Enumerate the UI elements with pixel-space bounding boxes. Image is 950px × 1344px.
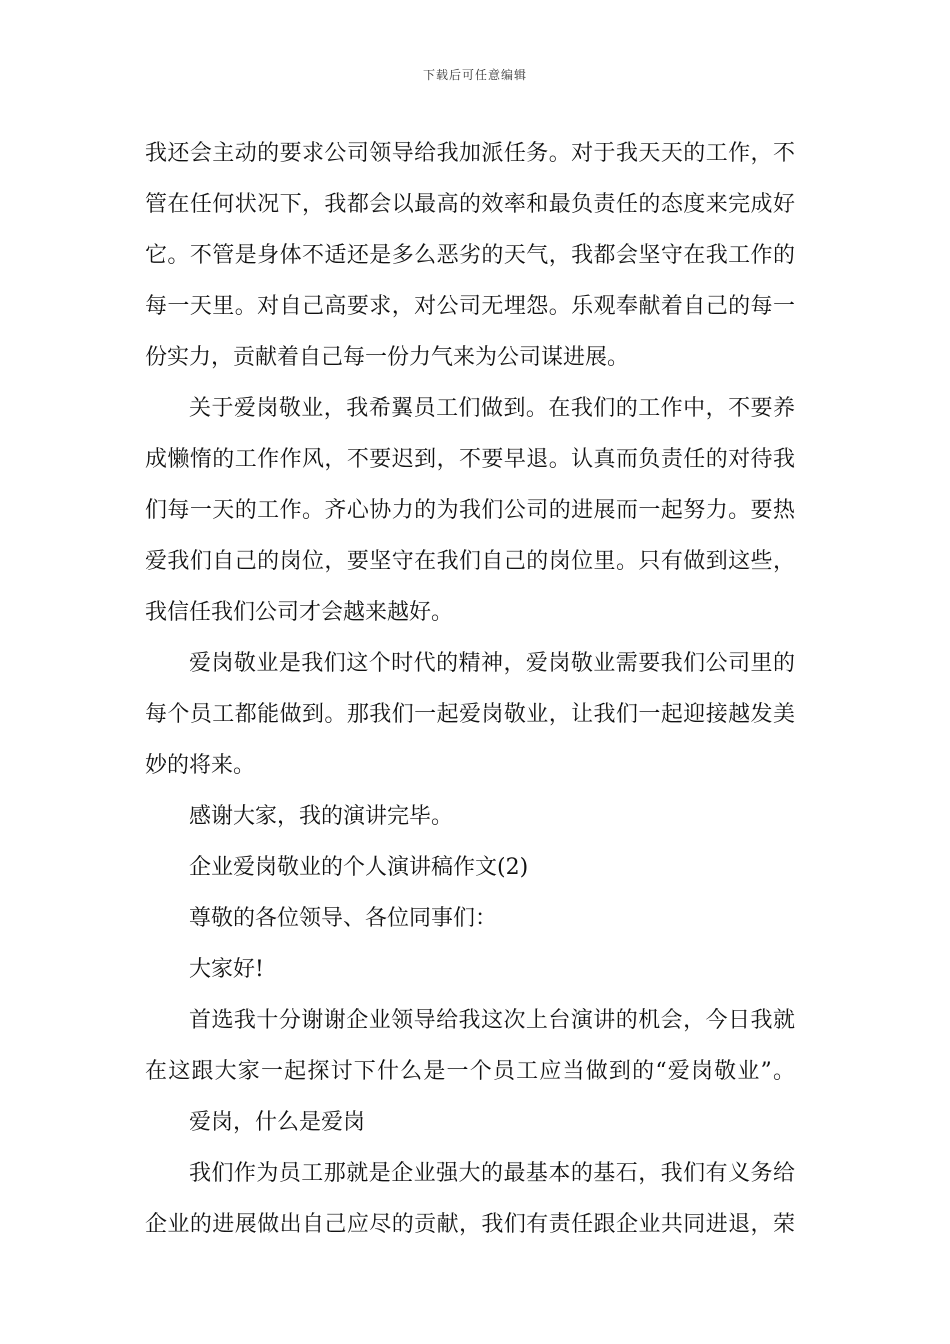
text-line: 们每一天的工作。齐心协力的为我们公司的进展而一起努力。要热 <box>145 498 795 523</box>
document-body <box>145 128 795 1250</box>
salutation: 尊敬的各位领导、各位同事们： <box>189 906 498 931</box>
text-line: 爱我们自己的岗位，要坚守在我们自己的岗位里。只有做到这些， <box>145 549 795 574</box>
text-line: 在这跟大家一起探讨下什么是一个员工应当做到的“爱岗敬业”。 <box>145 1059 795 1084</box>
text-line: 我信任我们公司才会越来越好。 <box>145 600 454 625</box>
text-line: 每个员工都能做到。那我们一起爱岗敬业，让我们一起迎接越发美 <box>145 702 795 727</box>
text-line: 妙的将来。 <box>145 753 256 778</box>
text-line: 管在任何状况下，我都会以最高的效率和最负责任的态度来完成好 <box>145 192 795 217</box>
text-line: 成懒惰的工作作风，不要迟到，不要早退。认真而负责任的对待我 <box>145 447 795 472</box>
text-line: 份实力，贡献着自己每一份力气来为公司谋进展。 <box>145 345 630 370</box>
text-line: 我还会主动的要求公司领导给我加派任务。对于我天天的工作，不 <box>145 141 795 166</box>
closing-line: 感谢大家，我的演讲完毕。 <box>189 804 454 829</box>
paragraph-first-line: 我们作为员工那就是企业强大的最基本的基石，我们有义务给 <box>189 1161 795 1186</box>
paragraph-first-line: 爱岗敬业是我们这个时代的精神，爱岗敬业需要我们公司里的 <box>189 651 795 676</box>
paragraph-first-line: 首选我十分谢谢企业领导给我这次上台演讲的机会，今日我就 <box>189 1008 795 1033</box>
text-line: 每一天里。对自己高要求，对公司无埋怨。乐观奉献着自己的每一 <box>145 294 795 319</box>
greeting: 大家好! <box>189 957 264 982</box>
paragraph-first-line: 关于爱岗敬业，我希翼员工们做到。在我们的工作中，不要养 <box>189 396 795 421</box>
page-header-note: 下载后可任意编辑 <box>422 68 527 82</box>
text-line: 企业的进展做出自己应尽的贡献，我们有责任跟企业共同进退，荣 <box>145 1212 795 1237</box>
text-line: 它。不管是身体不适还是多么恶劣的天气，我都会坚守在我工作的 <box>145 243 795 268</box>
section-title: 企业爱岗敬业的个人演讲稿作文(2) <box>189 855 529 880</box>
subheading: 爱岗，什么是爱岗 <box>189 1110 366 1135</box>
